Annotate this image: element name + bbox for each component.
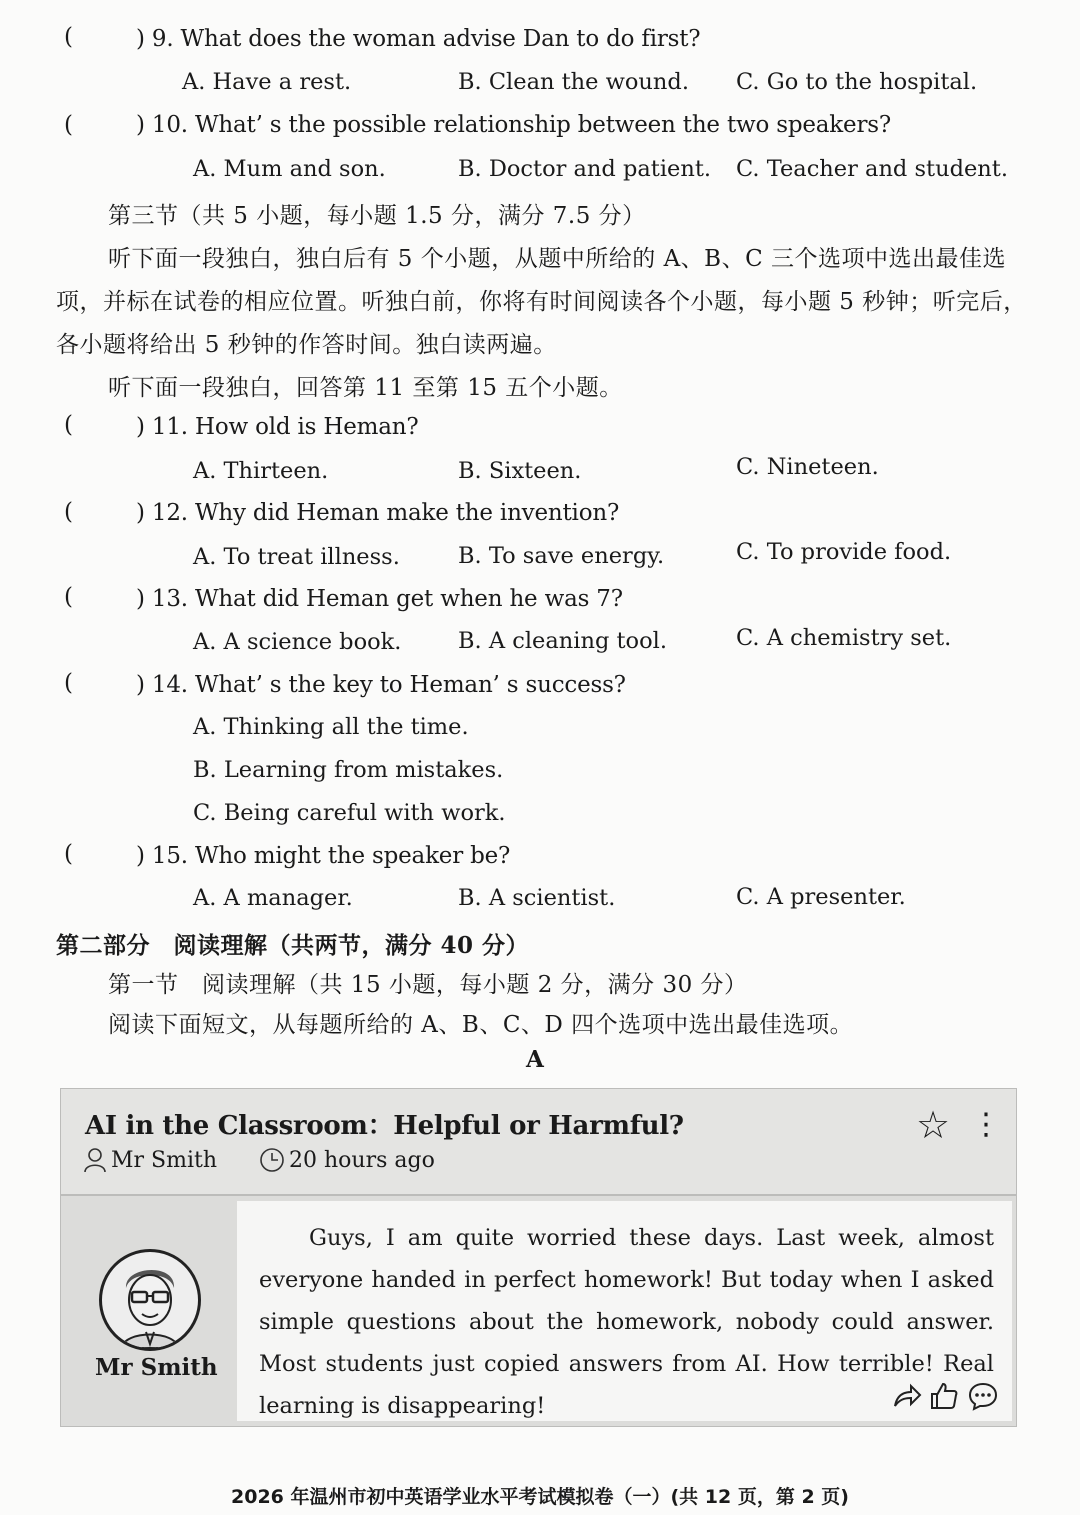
section3-instruction-2: 项，并标在试卷的相应位置。听独白前，你将有时间阅读各个小题，每小题 5 秒钟；听完后， — [56, 289, 1027, 315]
post-header — [60, 1088, 1017, 1195]
q14-option-b: B. Learning from mistakes. — [193, 757, 504, 783]
q12-option-b: B. To save energy. — [458, 543, 665, 569]
answer-paren: ( — [64, 670, 73, 696]
post-content — [237, 1201, 1012, 1421]
avatar-name: Mr Smith — [95, 1354, 218, 1381]
part2-title: 第二部分 阅读理解（共两节，满分 40 分） — [56, 932, 530, 959]
q14-option-c: C. Being careful with work. — [193, 800, 506, 826]
q12-option-a: A. To treat illness. — [193, 544, 400, 570]
clock-icon — [259, 1147, 285, 1173]
passage-label: A — [526, 1046, 544, 1073]
avatar — [99, 1249, 201, 1351]
q11-option-b: B. Sixteen. — [458, 458, 582, 484]
comment-icon[interactable] — [967, 1381, 999, 1411]
post-title: AI in the Classroom：Helpful or Harmful? — [85, 1111, 684, 1141]
user-icon — [83, 1147, 107, 1173]
q13-option-c: C. A chemistry set. — [736, 625, 952, 651]
page-footer: 2026 年温州市初中英语学业水平考试模拟卷（一）(共 12 页，第 2 页) — [231, 1486, 849, 1508]
q11-option-a: A. Thirteen. — [193, 458, 329, 484]
question-13: ) 13. What did Heman get when he was 7? — [136, 586, 623, 612]
section3-instruction-3: 各小题将给出 5 秒钟的作答时间。独白读两遍。 — [56, 332, 557, 358]
q13-option-a: A. A science book. — [193, 629, 402, 655]
q10-option-a: A. Mum and son. — [193, 156, 386, 182]
post-body — [60, 1195, 1017, 1427]
avatar-portrait-icon — [102, 1252, 198, 1348]
question-14: ) 14. What’ s the key to Heman’ s success? — [136, 672, 626, 698]
question-12: ) 12. Why did Heman make the invention? — [136, 500, 620, 526]
q9-option-b: B. Clean the wound. — [458, 69, 689, 95]
q12-option-c: C. To provide food. — [736, 539, 952, 565]
q15-option-a: A. A manager. — [193, 885, 353, 911]
q10-option-b: B. Doctor and patient. — [458, 156, 712, 182]
q15-option-b: B. A scientist. — [458, 885, 616, 911]
more-options-icon[interactable]: ⋮ — [971, 1107, 1001, 1142]
q9-option-c: C. Go to the hospital. — [736, 69, 978, 95]
section3-instruction-4: 听下面一段独白，回答第 11 至第 15 五个小题。 — [108, 375, 623, 401]
post-time-text: 20 hours ago — [289, 1147, 435, 1173]
q15-option-c: C. A presenter. — [736, 884, 906, 910]
q10-option-c: C. Teacher and student. — [736, 156, 1008, 182]
answer-paren: ( — [64, 499, 73, 525]
q11-option-c: C. Nineteen. — [736, 454, 879, 480]
like-icon[interactable] — [929, 1381, 959, 1411]
question-9: ) 9. What does the woman advise Dan to do first? — [136, 26, 701, 52]
section3-title: 第三节（共 5 小题，每小题 1.5 分，满分 7.5 分） — [108, 203, 646, 229]
q13-option-b: B. A cleaning tool. — [458, 628, 667, 654]
post-author-name: Mr Smith — [111, 1147, 218, 1173]
section3-instruction-1: 听下面一段独白，独白后有 5 个小题，从题中所给的 A、B、C 三个选项中选出最佳选 — [108, 246, 1006, 272]
answer-paren: ( — [64, 24, 73, 50]
question-10: ) 10. What’ s the possible relationship between the two speakers? — [136, 112, 891, 138]
answer-paren: ( — [64, 412, 73, 438]
post-text: Guys, I am quite worried these days. Last week, almost everyone handed in perfect homework! But today when I asked simple questions about the homework, nobody could answer. Most students just copied answers from AI. How terrible! Real learning is disappearing! — [259, 1225, 994, 1419]
post-author — [83, 1147, 217, 1173]
reading-instruction: 阅读下面短文，从每题所给的 A、B、C、D 四个选项中选出最佳选项。 — [108, 1012, 854, 1038]
question-15: ) 15. Who might the speaker be? — [136, 843, 511, 869]
answer-paren: ( — [64, 112, 73, 138]
q9-option-a: A. Have a rest. — [182, 69, 352, 95]
reading-section1-title: 第一节 阅读理解（共 15 小题，每小题 2 分，满分 30 分） — [108, 972, 748, 998]
q14-option-a: A. Thinking all the time. — [193, 714, 469, 740]
answer-paren: ( — [64, 841, 73, 867]
star-icon[interactable]: ☆ — [916, 1103, 951, 1147]
question-11: ) 11. How old is Heman? — [136, 414, 419, 440]
post-time — [259, 1147, 435, 1173]
share-icon[interactable] — [892, 1383, 922, 1409]
answer-paren: ( — [64, 584, 73, 610]
